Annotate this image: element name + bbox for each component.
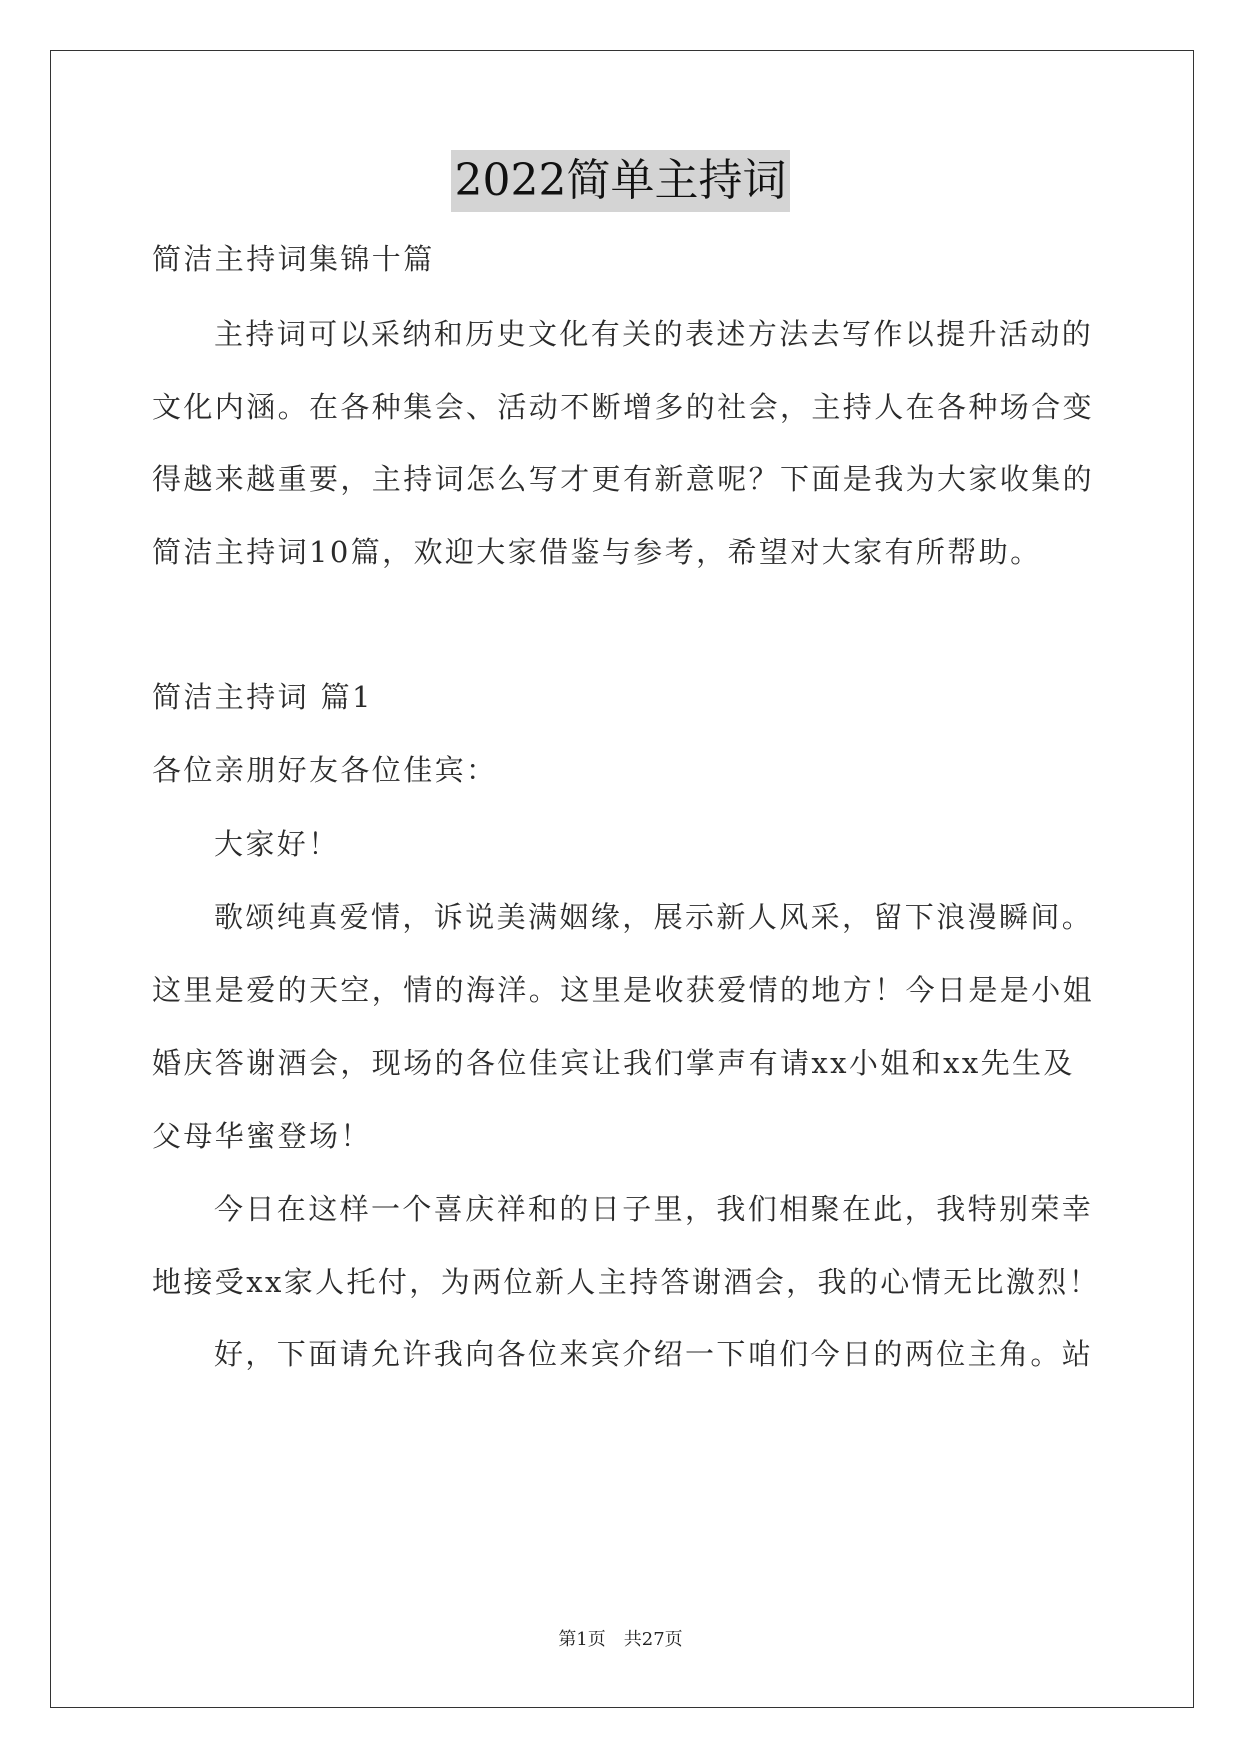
text-line: 文化内涵。在各种集会、活动不断增多的社会，主持人在各种场合变 bbox=[152, 390, 1095, 424]
text-line: 简洁主持词10篇，欢迎大家借鉴与参考，希望对大家有所帮助。 bbox=[152, 535, 1042, 569]
text-line: 歌颂纯真爱情，诉说美满姻缘，展示新人风采，留下浪漫瞬间。 bbox=[214, 900, 1094, 934]
text-line: 地接受xx家人托付，为两位新人主持答谢酒会，我的心情无比激烈！ bbox=[152, 1265, 1101, 1299]
page-number-footer: 第1页 共27页 bbox=[558, 1629, 683, 1650]
title-container bbox=[0, 150, 1241, 212]
text-line: 父母华蜜登场！ bbox=[152, 1119, 372, 1153]
text-line: 大家好！ bbox=[214, 827, 340, 861]
text-line: 各位亲朋好友各位佳宾： bbox=[152, 753, 498, 787]
text-line: 得越来越重要，主持词怎么写才更有新意呢？下面是我为大家收集的 bbox=[152, 462, 1095, 496]
text-line: 婚庆答谢酒会，现场的各位佳宾让我们掌声有请xx小姐和xx先生及 bbox=[152, 1046, 1075, 1080]
text-line: 好，下面请允许我向各位来宾介绍一下咱们今日的两位主角。站 bbox=[214, 1337, 1094, 1371]
text-line: 这里是爱的天空，情的海洋。这里是收获爱情的地方！今日是是小姐 bbox=[152, 973, 1095, 1007]
section-heading: 简洁主持词 篇1 bbox=[152, 680, 373, 714]
subtitle-line: 简洁主持词集锦十篇 bbox=[152, 242, 435, 276]
text-line: 今日在这样一个喜庆祥和的日子里，我们相聚在此，我特别荣幸 bbox=[214, 1192, 1094, 1226]
document-title: 2022简单主持词 bbox=[451, 150, 791, 212]
page-border bbox=[50, 50, 1194, 1708]
text-line: 主持词可以采纳和历史文化有关的表述方法去写作以提升活动的 bbox=[214, 317, 1094, 351]
